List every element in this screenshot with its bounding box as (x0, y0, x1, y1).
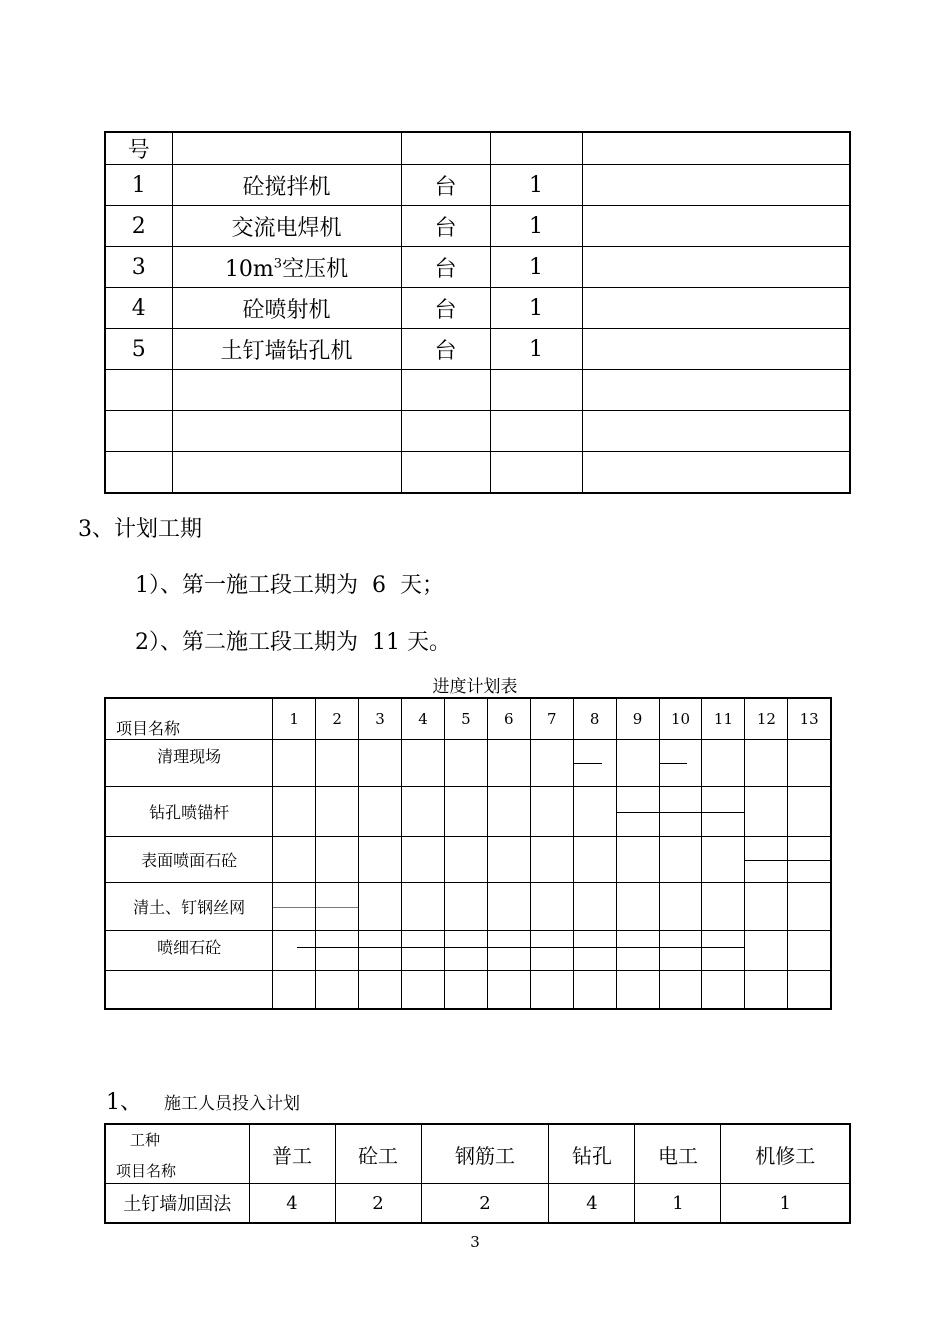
schedule-header-label: 项目名称 (105, 698, 273, 740)
equipment-no: 2 (105, 206, 172, 247)
staffing-corner-trade: 工种 (130, 1131, 161, 1149)
schedule-task-row (105, 883, 831, 931)
equipment-qty: 1 (490, 247, 582, 288)
schedule-item-2: 2）、第二施工段工期为 11 天。 (135, 630, 451, 655)
section-heading: 3、计划工期 (78, 517, 202, 542)
equipment-table (104, 131, 851, 494)
schedule-day-header: 7 (530, 698, 573, 740)
staffing-trade: 电工 (635, 1124, 721, 1184)
schedule-day-header: 2 (316, 698, 359, 740)
equipment-unit: 台 (401, 165, 490, 206)
table-row-empty (105, 370, 850, 411)
staffing-trade: 钻孔 (549, 1124, 635, 1184)
equipment-unit: 台 (401, 206, 490, 247)
staffing-corner-project: 项目名称 (116, 1162, 177, 1180)
schedule-day-header: 3 (359, 698, 402, 740)
staffing-count: 2 (335, 1184, 421, 1224)
equipment-no: 3 (105, 247, 172, 288)
schedule-bar-segment (788, 860, 830, 861)
staffing-trade: 钢筋工 (421, 1124, 549, 1184)
equipment-no: 5 (105, 329, 172, 370)
equipment-name: 砼喷射机 (172, 288, 401, 329)
schedule-day-header: 11 (702, 698, 745, 740)
schedule-day-header: 1 (273, 698, 316, 740)
staffing-heading-text: 施工人员投入计划 (164, 1094, 300, 1114)
staffing-count: 4 (549, 1184, 635, 1224)
equipment-unit: 台 (401, 288, 490, 329)
schedule-day-header: 12 (745, 698, 788, 740)
staffing-count: 2 (421, 1184, 549, 1224)
equipment-name: 交流电焊机 (172, 206, 401, 247)
schedule-task-name: 表面喷面石砼 (105, 837, 273, 883)
schedule-day-header: 10 (659, 698, 702, 740)
equipment-qty: 1 (490, 165, 582, 206)
schedule-task-name: 钻孔喷锚杆 (105, 787, 273, 837)
schedule-bar-segment (617, 947, 659, 948)
equipment-no: 1 (105, 165, 172, 206)
schedule-day-header: 8 (573, 698, 616, 740)
equipment-name: 土钉墙钻孔机 (172, 329, 401, 370)
schedule-bar-segment (660, 763, 688, 764)
schedule-item-1: 1）、第一施工段工期为 6 天； (135, 573, 444, 598)
staffing-trade: 砼工 (335, 1124, 421, 1184)
schedule-day-header: 13 (788, 698, 831, 740)
schedule-bar-segment (660, 812, 702, 813)
schedule-task-row (105, 837, 831, 883)
schedule-task-row (105, 740, 831, 787)
schedule-bar-segment (402, 947, 444, 948)
equipment-name: 砼搅拌机 (172, 165, 401, 206)
schedule-empty-row (105, 971, 831, 1009)
schedule-bar-segment (617, 812, 659, 813)
equipment-qty: 1 (490, 206, 582, 247)
schedule-bar-segment (702, 947, 744, 948)
equipment-header-row (105, 132, 850, 165)
staffing-table (104, 1123, 851, 1224)
schedule-day-header: 4 (402, 698, 445, 740)
staffing-count: 1 (635, 1184, 721, 1224)
table-row (105, 288, 850, 329)
schedule-bar-segment (297, 947, 315, 948)
schedule-bar-segment (745, 860, 787, 861)
schedule-bar-segment (574, 947, 616, 948)
staffing-heading-number: 1、 (106, 1090, 142, 1115)
schedule-bar-segment (316, 907, 358, 908)
table-row-empty (105, 452, 850, 494)
table-row (105, 247, 850, 288)
staffing-corner-cell (105, 1124, 249, 1184)
schedule-bar-segment (574, 763, 602, 764)
schedule-title: 进度计划表 (432, 677, 518, 697)
schedule-bar-segment (445, 947, 487, 948)
schedule-bar-segment (316, 947, 358, 948)
schedule-bar-segment (488, 947, 530, 948)
staffing-count: 1 (721, 1184, 850, 1224)
schedule-day-header: 5 (444, 698, 487, 740)
schedule-table (104, 697, 832, 1010)
equipment-unit: 台 (401, 247, 490, 288)
schedule-task-row (105, 931, 831, 971)
table-row (105, 1184, 850, 1224)
staffing-project-name: 土钉墙加固法 (105, 1184, 249, 1224)
schedule-task-name: 喷细石砼 (105, 931, 273, 971)
page-number: 3 (470, 1233, 480, 1251)
schedule-header-row (105, 698, 831, 740)
table-row (105, 165, 850, 206)
schedule-bar-segment (702, 812, 744, 813)
equipment-name: $10m^3$空压机 (172, 247, 401, 288)
equipment-no: 4 (105, 288, 172, 329)
schedule-day-header: 9 (616, 698, 659, 740)
table-row (105, 329, 850, 370)
schedule-task-name: 清土、钉钢丝网 (105, 883, 273, 931)
staffing-heading (106, 1085, 300, 1116)
equipment-qty: 1 (490, 288, 582, 329)
equipment-unit: 台 (401, 329, 490, 370)
table-row (105, 206, 850, 247)
table-row-empty (105, 411, 850, 452)
schedule-task-row (105, 787, 831, 837)
schedule-bar-segment (531, 947, 573, 948)
staffing-header-row (105, 1124, 850, 1184)
staffing-count: 4 (249, 1184, 335, 1224)
schedule-day-header: 6 (487, 698, 530, 740)
schedule-bar-segment (273, 907, 315, 908)
staffing-trade: 机修工 (721, 1124, 850, 1184)
schedule-task-name: 清理现场 (105, 740, 273, 787)
schedule-bar-segment (359, 947, 401, 948)
schedule-bar-segment (660, 947, 702, 948)
staffing-trade: 普工 (249, 1124, 335, 1184)
equipment-qty: 1 (490, 329, 582, 370)
equipment-header-no: 号 (105, 132, 172, 165)
